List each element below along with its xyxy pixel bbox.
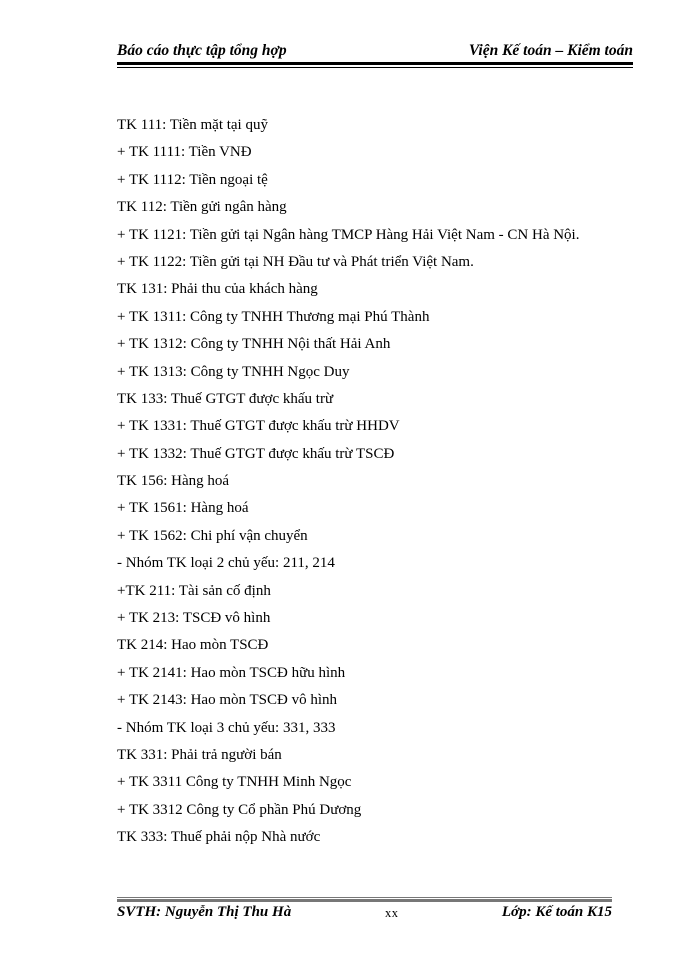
account-line: + TK 1121: Tiền gửi tại Ngân hàng TMCP Hàng Hải Việt Nam - CN Hà Nội.: [117, 226, 580, 243]
account-line: + TK 1122: Tiền gửi tại NH Đầu tư và Phát triển Việt Nam.: [117, 253, 474, 270]
account-line: + TK 1562: Chi phí vận chuyển: [117, 527, 308, 544]
footer-class: Lớp: Kế toán K15: [501, 904, 612, 920]
account-line: TK 214: Hao mòn TSCĐ: [117, 637, 269, 654]
account-line: + TK 213: TSCĐ vô hình: [117, 610, 271, 627]
header-divider: [117, 62, 633, 65]
account-line: + TK 1561: Hàng hoá: [117, 500, 249, 517]
account-line: +TK 211: Tài sản cố định: [117, 582, 271, 599]
account-line: + TK 1331: Thuế GTGT được khấu trừ HHDV: [117, 418, 400, 435]
footer-page-number: xx: [385, 906, 399, 920]
account-line: TK 331: Phải trả người bán: [117, 746, 282, 763]
account-line: TK 133: Thuế GTGT được khấu trừ: [117, 390, 334, 407]
account-line: + TK 1312: Công ty TNHH Nội thất Hải Anh: [117, 336, 391, 353]
account-line: + TK 3312 Công ty Cổ phần Phú Dương: [117, 801, 362, 818]
page-footer: [117, 902, 612, 926]
account-line: TK 156: Hàng hoá: [117, 473, 230, 490]
account-line: TK 131: Phải thu của khách hàng: [117, 281, 318, 298]
account-line: + TK 1311: Công ty TNHH Thương mại Phú Thành: [117, 308, 430, 325]
account-line: + TK 1332: Thuế GTGT được khấu trừ TSCĐ: [117, 445, 395, 462]
account-line: TK 112: Tiền gửi ngân hàng: [117, 199, 287, 216]
header-report-title: Báo cáo thực tập tổng hợp: [117, 42, 287, 59]
account-line: + TK 2141: Hao mòn TSCĐ hữu hình: [117, 664, 346, 681]
account-list: [117, 112, 647, 852]
header-divider-thin: [117, 67, 633, 68]
account-line: - Nhóm TK loại 2 chủ yếu: 211, 214: [117, 555, 335, 572]
account-line: - Nhóm TK loại 3 chủ yếu: 331, 333: [117, 719, 336, 736]
footer-divider-thin: [117, 897, 612, 898]
account-line: + TK 2143: Hao mòn TSCĐ vô hình: [117, 692, 337, 709]
account-line: + TK 1111: Tiền VNĐ: [117, 144, 252, 161]
account-line: TK 111: Tiền mặt tại quỹ: [117, 117, 268, 133]
footer-student-name: SVTH: Nguyễn Thị Thu Hà: [117, 904, 292, 920]
header-institute: Viện Kế toán – Kiểm toán: [468, 42, 633, 59]
account-line: TK 333: Thuế phải nộp Nhà nước: [117, 829, 321, 846]
account-line: + TK 1112: Tiền ngoại tệ: [117, 171, 268, 188]
account-line: + TK 3311 Công ty TNHH Minh Ngọc: [117, 774, 352, 791]
account-line: + TK 1313: Công ty TNHH Ngọc Duy: [117, 363, 350, 380]
